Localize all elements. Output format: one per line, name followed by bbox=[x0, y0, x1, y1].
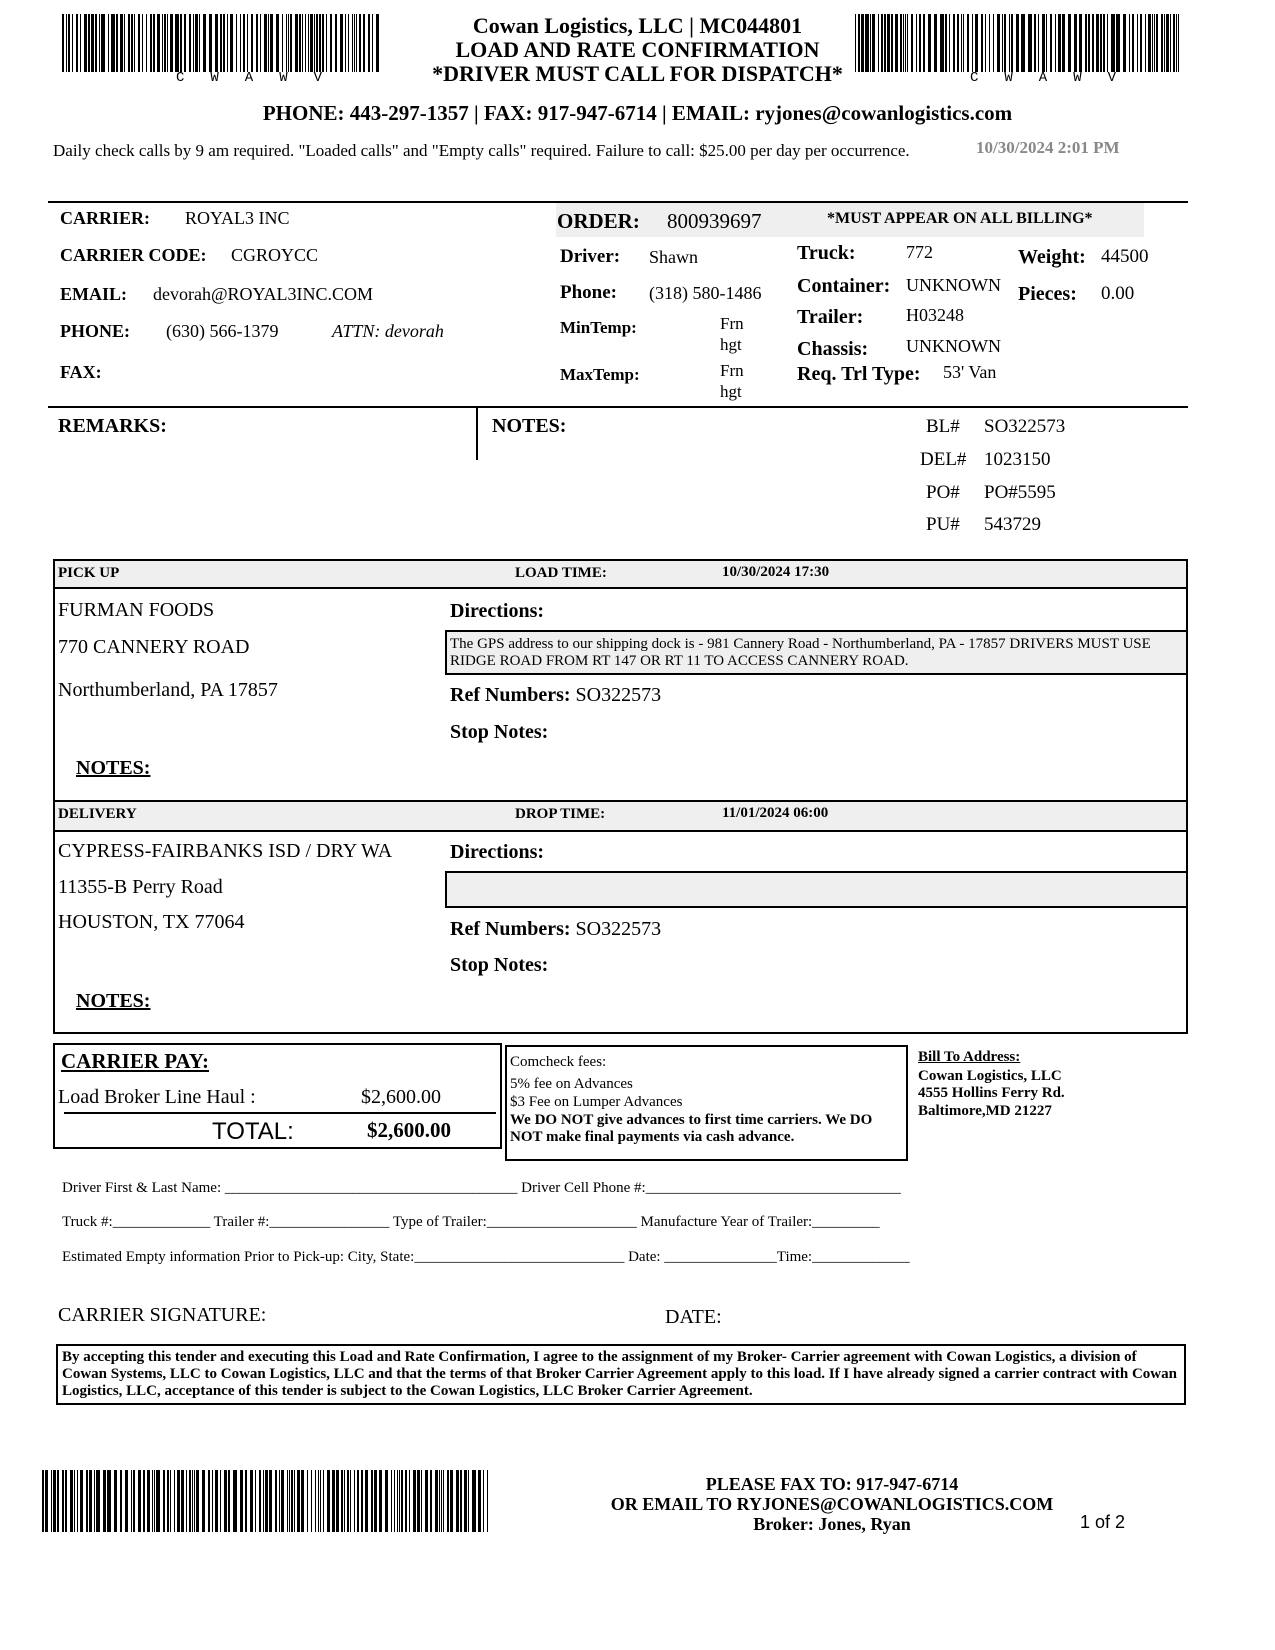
barcode-bar bbox=[361, 1470, 363, 1532]
delivery-notes-label: NOTES: bbox=[76, 990, 151, 1012]
doc-title: LOAD AND RATE CONFIRMATION bbox=[455, 37, 820, 62]
barcode-bar bbox=[202, 1470, 205, 1532]
barcode-bar bbox=[291, 1470, 293, 1532]
barcode-bar bbox=[327, 1470, 330, 1532]
barcode-bar bbox=[167, 1470, 169, 1532]
pickup-section-label: PICK UP bbox=[58, 565, 120, 581]
mintemp-label: MinTemp: bbox=[560, 318, 637, 337]
barcode-bar bbox=[250, 1470, 253, 1532]
delivery-stop-notes-label: Stop Notes: bbox=[450, 954, 549, 976]
pickup-ref-label: Ref Numbers: bbox=[450, 684, 571, 706]
barcode-bar bbox=[228, 1470, 230, 1532]
barcode-bar bbox=[62, 1470, 64, 1532]
barcode-bar bbox=[318, 1470, 319, 1532]
ref-del-value: 1023150 bbox=[984, 449, 1051, 470]
barcode-bar bbox=[215, 1470, 218, 1532]
print-timestamp: 10/30/2024 2:01 PM bbox=[976, 138, 1120, 157]
weight-label: Weight: bbox=[1018, 246, 1086, 268]
trailer-value: H03248 bbox=[906, 305, 964, 325]
barcode-bar bbox=[344, 1470, 345, 1532]
barcode-bar bbox=[57, 1470, 59, 1532]
weight-value: 44500 bbox=[1101, 246, 1149, 267]
barcode-footer bbox=[42, 1470, 490, 1537]
pickup-directions-label: Directions: bbox=[450, 600, 545, 622]
barcode-bar bbox=[96, 1470, 100, 1532]
delivery-directions-box bbox=[445, 871, 1188, 908]
company-line: Cowan Logistics, LLC | MC044801 bbox=[472, 13, 803, 38]
truck-value: 772 bbox=[906, 242, 933, 262]
reqtrl-label: Req. Trl Type: bbox=[797, 363, 921, 385]
driver-name: Shawn bbox=[649, 247, 698, 267]
delivery-ref-value: SO322573 bbox=[575, 918, 662, 940]
footer-email-line: OR EMAIL TO RYJONES@COWANLOGISTICS.COM bbox=[610, 1494, 1054, 1514]
pickup-stop-notes-label: Stop Notes: bbox=[450, 721, 549, 743]
delivery-time: 11/01/2024 06:00 bbox=[722, 805, 829, 821]
barcode-bar bbox=[450, 1470, 453, 1532]
barcode-bar bbox=[379, 1470, 382, 1532]
barcode-bar bbox=[478, 1470, 481, 1532]
barcode-bar bbox=[460, 1470, 462, 1532]
barcode-bar bbox=[163, 1470, 165, 1532]
page-number: 1 of 2 bbox=[1080, 1512, 1126, 1532]
carrier-label: CARRIER: bbox=[60, 208, 150, 228]
barcode-bar bbox=[413, 1470, 416, 1532]
barcode-bar bbox=[315, 1470, 316, 1532]
pickup-directions: The GPS address to our shipping dock is - 981 Cannery Road - Northumberland, PA - 17857 DRIVERS MUST USE RIDGE ROAD FROM RT 147 OR RT 11 TO ACCESS CANNERY ROAD. bbox=[450, 636, 1151, 669]
pickup-notes-label: NOTES: bbox=[76, 757, 151, 779]
carrier-phone-label: PHONE: bbox=[60, 321, 130, 341]
barcode-bar bbox=[120, 1470, 122, 1532]
carrier-code-label: CARRIER CODE: bbox=[60, 245, 207, 265]
trailer-label: Trailer: bbox=[797, 306, 864, 328]
barcode-bar bbox=[447, 1470, 449, 1532]
barcode-bar bbox=[401, 1470, 403, 1532]
comcheck-line2: $3 Fee on Lumper Advances bbox=[510, 1094, 683, 1110]
ref-bl-value: SO322573 bbox=[984, 416, 1066, 437]
barcode-bar bbox=[399, 1470, 400, 1532]
billto-city: Baltimore,MD 21227 bbox=[918, 1103, 1052, 1119]
delivery-directions-label: Directions: bbox=[450, 841, 545, 863]
ref-bl-label: BL# bbox=[926, 416, 960, 437]
barcode-bar bbox=[487, 1470, 488, 1532]
chassis-value: UNKNOWN bbox=[906, 336, 1001, 356]
barcode-bar bbox=[65, 1470, 67, 1532]
barcode-bar bbox=[138, 1470, 141, 1532]
pickup-header-bar bbox=[55, 561, 1186, 589]
barcode-bar bbox=[177, 1470, 180, 1532]
barcode-bar bbox=[131, 1470, 132, 1532]
barcode-bar bbox=[332, 1470, 335, 1532]
barcode-bar bbox=[441, 1470, 442, 1532]
pickup-time-label: LOAD TIME: bbox=[515, 565, 607, 581]
remarks-top-rule bbox=[48, 406, 1188, 408]
ref-pu-value: 543729 bbox=[984, 514, 1041, 535]
barcode-bar bbox=[421, 1470, 422, 1532]
barcode-bar bbox=[289, 1470, 290, 1532]
barcode-bar bbox=[354, 1470, 355, 1532]
reqtrl-value: 53' Van bbox=[943, 362, 997, 382]
total-rule bbox=[64, 1112, 496, 1114]
barcode-bar bbox=[45, 1470, 48, 1532]
barcode-bar bbox=[294, 1470, 295, 1532]
barcode-bar bbox=[357, 1470, 359, 1532]
barcode-bar bbox=[464, 1470, 467, 1532]
driver-form-line2[interactable]: Truck #:_____________ Trailer #:________________ Type of Trailer:____________________ Manufacture Year of Trailer:_________ bbox=[62, 1214, 880, 1230]
barcode-bar bbox=[281, 1470, 284, 1532]
ref-po-label: PO# bbox=[926, 482, 960, 503]
barcode-right-text: CWAWV bbox=[970, 70, 1143, 86]
barcode-bar bbox=[371, 1470, 373, 1532]
barcode-bar bbox=[154, 1470, 155, 1532]
signature-date-label: DATE: bbox=[665, 1306, 722, 1328]
delivery-time-label: DROP TIME: bbox=[515, 806, 606, 822]
barcode-bar bbox=[170, 1470, 171, 1532]
barcode-bar bbox=[417, 1470, 420, 1532]
barcode-bar bbox=[472, 1470, 476, 1532]
barcode-bar bbox=[397, 1470, 398, 1532]
footer-broker-line: Broker: Jones, Ryan bbox=[753, 1514, 911, 1534]
barcode-bar bbox=[103, 1470, 106, 1532]
check-calls-notice: Daily check calls by 9 am required. "Loaded calls" and "Empty calls" required. Failure to call: $25.00 per day per occurrence. bbox=[53, 141, 910, 160]
carrier-email[interactable]: devorah@ROYAL3INC.COM bbox=[153, 284, 374, 304]
barcode-bar bbox=[483, 1470, 484, 1532]
agreement-text: By accepting this tender and executing this Load and Rate Confirmation, I agree to the assignment of my Broker- Carrier agreement with Cowan Logistics, a division of Cowan Systems, LLC to Cowan Logistics, LLC and that the terms of that Broker Carrier Agreement apply to this load. If I have already signed a carrier contract with Cowan Logistics, LLC, acceptance of this tender is subject to the Cowan Logistics, LLC Broker Carrier Agreement. bbox=[62, 1349, 1177, 1399]
barcode-bar bbox=[240, 1470, 243, 1532]
barcode-bar bbox=[350, 1470, 351, 1532]
barcode-bar bbox=[341, 1470, 343, 1532]
barcode-bar bbox=[245, 1470, 247, 1532]
barcode-bar bbox=[53, 1470, 56, 1532]
driver-phone: (318) 580-1486 bbox=[649, 283, 762, 303]
barcode-bar bbox=[42, 1470, 44, 1532]
barcode-bar bbox=[189, 1470, 191, 1532]
order-label: ORDER: bbox=[557, 209, 640, 233]
barcode-bar bbox=[394, 1470, 395, 1532]
barcode-bar bbox=[259, 1470, 261, 1532]
pickup-ref-value: SO322573 bbox=[575, 684, 662, 706]
delivery-section-label: DELIVERY bbox=[58, 806, 137, 822]
barcode-bar bbox=[194, 1470, 195, 1532]
barcode-bar bbox=[425, 1470, 428, 1532]
barcode-left-text: CWAWV bbox=[176, 70, 349, 86]
carrier-pay-title: CARRIER PAY: bbox=[61, 1049, 209, 1073]
barcode-bar bbox=[152, 1470, 153, 1532]
barcode-bar bbox=[70, 1470, 73, 1532]
barcode-bar bbox=[220, 1470, 221, 1532]
total-amount: $2,600.00 bbox=[367, 1118, 451, 1142]
barcode-bar bbox=[181, 1470, 184, 1532]
barcode-bar bbox=[391, 1470, 392, 1532]
delivery-ref-numbers bbox=[450, 918, 661, 941]
billto-street: 4555 Hollins Ferry Rd. bbox=[918, 1085, 1065, 1101]
barcode-bar bbox=[133, 1470, 135, 1532]
comcheck-warning: We DO NOT give advances to first time carriers. We DO NOT make final payments via cash advance. bbox=[510, 1112, 873, 1145]
ref-pu-label: PU# bbox=[926, 514, 960, 535]
barcode-bar bbox=[301, 1470, 304, 1532]
pickup-address: 770 CANNERY ROAD bbox=[58, 636, 250, 658]
line-haul-amount: $2,600.00 bbox=[361, 1086, 441, 1108]
mintemp-value: Frn hgt bbox=[720, 314, 744, 354]
barcode-bar bbox=[74, 1470, 75, 1532]
barcode-bar bbox=[263, 1470, 264, 1532]
barcode-bar bbox=[77, 1470, 78, 1532]
delivery-city: HOUSTON, TX 77064 bbox=[58, 911, 245, 933]
barcode-bar bbox=[435, 1470, 438, 1532]
total-label: TOTAL: bbox=[212, 1118, 294, 1145]
barcode-bar bbox=[405, 1470, 407, 1532]
remarks-divider bbox=[476, 408, 478, 460]
barcode-bar bbox=[365, 1470, 368, 1532]
maxtemp-label: MaxTemp: bbox=[560, 365, 640, 384]
barcode-bar bbox=[86, 1470, 88, 1532]
barcode-bar bbox=[114, 1470, 117, 1532]
barcode-bar bbox=[174, 1470, 175, 1532]
barcode-bar bbox=[80, 1470, 83, 1532]
delivery-header-bar bbox=[55, 800, 1186, 832]
barcode-bar bbox=[443, 1470, 444, 1532]
carrier-phone: (630) 566-1379 bbox=[166, 321, 279, 341]
barcode-bar bbox=[255, 1470, 256, 1532]
barcode-bar bbox=[279, 1470, 280, 1532]
barcode-bar bbox=[196, 1470, 199, 1532]
notes-label: NOTES: bbox=[492, 415, 567, 437]
barcode-bar bbox=[456, 1470, 459, 1532]
delivery-ref-label: Ref Numbers: bbox=[450, 918, 571, 940]
dispatch-notice: *DRIVER MUST CALL FOR DISPATCH* bbox=[432, 61, 843, 86]
order-number: 800939697 bbox=[667, 209, 762, 233]
driver-phone-label: Phone: bbox=[560, 282, 617, 303]
ref-del-label: DEL# bbox=[920, 449, 967, 470]
contact-line: PHONE: 443-297-1357 | FAX: 917-947-6714 | EMAIL: ryjones@cowanlogistics.com bbox=[262, 101, 1013, 125]
maxtemp-value: Frn hgt bbox=[720, 361, 744, 401]
barcode-bar bbox=[186, 1470, 187, 1532]
barcode-bar bbox=[269, 1470, 272, 1532]
pickup-name: FURMAN FOODS bbox=[58, 599, 215, 621]
barcode-bar bbox=[275, 1470, 277, 1532]
carrier-code: CGROYCC bbox=[231, 245, 319, 265]
barcode-bar bbox=[125, 1470, 128, 1532]
barcode-bar bbox=[323, 1470, 324, 1532]
billto-name: Cowan Logistics, LLC bbox=[918, 1068, 1062, 1084]
delivery-address: 11355-B Perry Road bbox=[58, 876, 223, 898]
barcode-bar bbox=[107, 1470, 111, 1532]
line-haul-label: Load Broker Line Haul : bbox=[58, 1086, 256, 1108]
barcode-bar bbox=[94, 1470, 95, 1532]
barcode-bar bbox=[224, 1470, 227, 1532]
driver-form-line1[interactable]: Driver First & Last Name: _______________________________________ Driver Cell Phone #:__________________________________ bbox=[62, 1180, 901, 1196]
barcode-bar bbox=[468, 1470, 469, 1532]
delivery-name: CYPRESS-FAIRBANKS ISD / DRY WA bbox=[58, 840, 393, 862]
barcode-bar bbox=[311, 1470, 312, 1532]
chassis-label: Chassis: bbox=[797, 338, 869, 360]
barcode-bar bbox=[208, 1470, 210, 1532]
driver-label: Driver: bbox=[560, 246, 621, 267]
barcode-bar bbox=[336, 1470, 339, 1532]
pieces-label: Pieces: bbox=[1018, 283, 1077, 305]
barcode-bar bbox=[347, 1470, 349, 1532]
signature-label: CARRIER SIGNATURE: bbox=[58, 1304, 267, 1326]
carrier-fax-label: FAX: bbox=[60, 362, 102, 382]
ref-po-value: PO#5595 bbox=[984, 482, 1056, 503]
carrier-name: ROYAL3 INC bbox=[185, 208, 290, 228]
driver-form-line3[interactable]: Estimated Empty information Prior to Pick-up: City, State:____________________________ Date: _______________Time:_____________ bbox=[62, 1249, 910, 1265]
barcode-bar bbox=[212, 1470, 213, 1532]
barcode-bar bbox=[287, 1470, 288, 1532]
footer-fax-line: PLEASE FAX TO: 917-947-6714 bbox=[705, 1474, 959, 1494]
pickup-city: Northumberland, PA 17857 bbox=[58, 679, 278, 701]
billing-note: *MUST APPEAR ON ALL BILLING* bbox=[827, 210, 1093, 227]
barcode-bar bbox=[439, 1470, 440, 1532]
barcode-bar bbox=[156, 1470, 160, 1532]
barcode-bar bbox=[320, 1470, 321, 1532]
pickup-ref-numbers bbox=[450, 684, 661, 707]
pieces-value: 0.00 bbox=[1101, 283, 1135, 304]
container-value: UNKNOWN bbox=[906, 275, 1001, 295]
barcode-bar bbox=[233, 1470, 237, 1532]
carrier-email-label: EMAIL: bbox=[60, 284, 127, 304]
barcode-bar bbox=[265, 1470, 268, 1532]
pickup-time: 10/30/2024 17:30 bbox=[722, 564, 830, 580]
barcode-bar bbox=[192, 1470, 193, 1532]
barcode-bar bbox=[51, 1470, 52, 1532]
barcode-bar bbox=[409, 1470, 410, 1532]
barcode-bar bbox=[89, 1470, 92, 1532]
truck-label: Truck: bbox=[797, 242, 856, 264]
barcode-bar bbox=[430, 1470, 432, 1532]
barcode-bar bbox=[143, 1470, 145, 1532]
barcode-bar bbox=[307, 1470, 308, 1532]
barcode-bar bbox=[385, 1470, 388, 1532]
barcode-bar bbox=[297, 1470, 300, 1532]
billto-title: Bill To Address: bbox=[918, 1049, 1021, 1065]
remarks-label: REMARKS: bbox=[58, 415, 167, 437]
carrier-attn: ATTN: devorah bbox=[332, 321, 444, 341]
container-label: Container: bbox=[797, 275, 891, 297]
barcode-footer-bars bbox=[42, 1470, 490, 1532]
barcode-bar bbox=[374, 1470, 377, 1532]
comcheck-line1: 5% fee on Advances bbox=[510, 1076, 633, 1092]
comcheck-title: Comcheck fees: bbox=[510, 1054, 607, 1070]
barcode-bar bbox=[147, 1470, 150, 1532]
